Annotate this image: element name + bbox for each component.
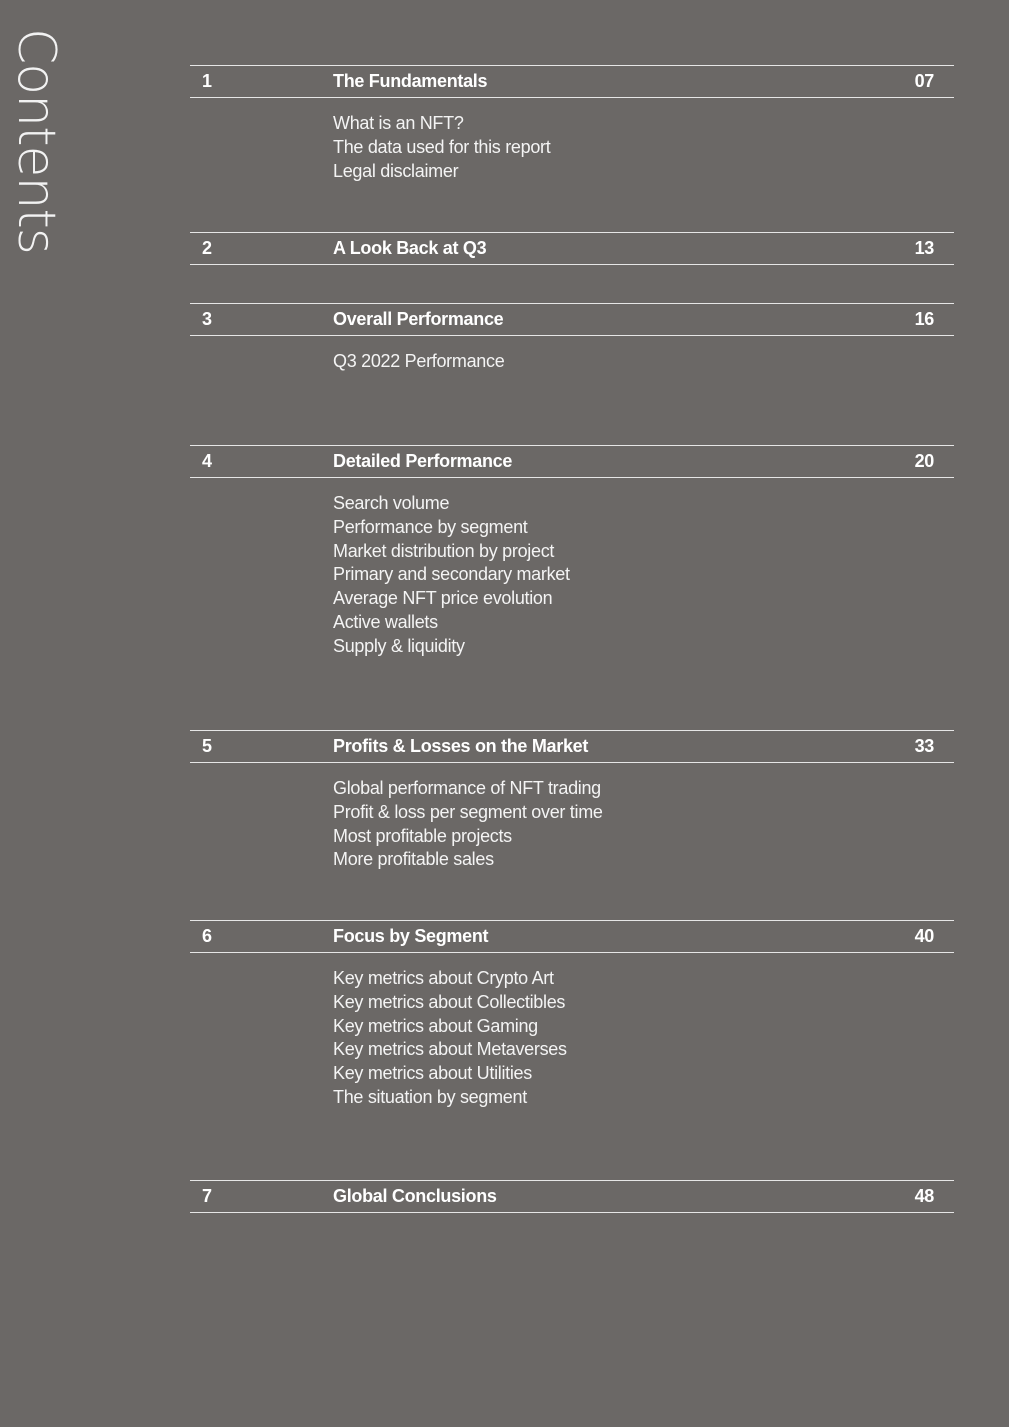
section-number: 4 bbox=[202, 451, 212, 471]
subsection-item[interactable]: Key metrics about Gaming bbox=[333, 1015, 538, 1036]
subsection-item[interactable]: Legal disclaimer bbox=[333, 160, 459, 181]
subsection-item[interactable]: Market distribution by project bbox=[333, 540, 555, 561]
subsection-list bbox=[333, 112, 954, 183]
subsection-list bbox=[333, 967, 954, 1110]
section-page-number: 13 bbox=[914, 238, 934, 258]
subsection-item[interactable]: The data used for this report bbox=[333, 136, 551, 157]
subsection-list bbox=[333, 777, 954, 872]
section-page-number: 48 bbox=[914, 1186, 934, 1206]
subsection-item[interactable]: Primary and secondary market bbox=[333, 564, 570, 585]
toc-section-6 bbox=[190, 920, 954, 1110]
toc-header[interactable] bbox=[190, 65, 954, 98]
section-number: 7 bbox=[202, 1186, 212, 1206]
section-title[interactable]: Profits & Losses on the Market bbox=[333, 736, 589, 756]
toc-header[interactable] bbox=[190, 303, 954, 336]
subsection-item[interactable]: What is an NFT? bbox=[333, 113, 464, 133]
subsection-item[interactable]: Average NFT price evolution bbox=[333, 588, 553, 609]
section-page-number: 20 bbox=[914, 451, 934, 471]
subsection-item[interactable]: The situation by segment bbox=[333, 1086, 527, 1107]
subsection-list bbox=[333, 350, 954, 374]
subsection-item[interactable]: Most profitable projects bbox=[333, 825, 512, 846]
section-number: 2 bbox=[202, 238, 212, 258]
subsection-item[interactable]: Performance by segment bbox=[333, 516, 528, 537]
section-title[interactable]: The Fundamentals bbox=[333, 71, 488, 91]
subsection-item[interactable]: Key metrics about Metaverses bbox=[333, 1039, 567, 1060]
subsection-item[interactable]: Key metrics about Collectibles bbox=[333, 991, 566, 1012]
subsection-list bbox=[333, 492, 954, 659]
page-title-text: Contents bbox=[6, 28, 66, 254]
toc-header[interactable] bbox=[190, 920, 954, 953]
section-number: 3 bbox=[202, 309, 212, 329]
section-page-number: 16 bbox=[914, 309, 934, 329]
toc-header[interactable] bbox=[190, 232, 954, 265]
section-page-number: 33 bbox=[914, 736, 934, 756]
page-title bbox=[2, 28, 98, 254]
section-page-number: 40 bbox=[914, 926, 934, 946]
section-title[interactable]: Focus by Segment bbox=[333, 926, 489, 946]
toc-section-2 bbox=[190, 232, 954, 265]
subsection-item[interactable]: Key metrics about Utilities bbox=[333, 1063, 532, 1084]
section-number: 1 bbox=[202, 71, 212, 91]
section-number: 5 bbox=[202, 736, 212, 756]
toc-section-1 bbox=[190, 65, 954, 183]
toc-section-7 bbox=[190, 1180, 954, 1213]
section-title[interactable]: Global Conclusions bbox=[333, 1186, 497, 1206]
subsection-item[interactable]: Profit & loss per segment over time bbox=[333, 801, 603, 822]
toc-header[interactable] bbox=[190, 445, 954, 478]
toc-section-4 bbox=[190, 445, 954, 659]
toc-header[interactable] bbox=[190, 730, 954, 763]
subsection-item[interactable]: Active wallets bbox=[333, 611, 438, 632]
toc-section-3 bbox=[190, 303, 954, 374]
section-title[interactable]: Overall Performance bbox=[333, 309, 504, 329]
section-number: 6 bbox=[202, 926, 212, 946]
subsection-item[interactable]: More profitable sales bbox=[333, 849, 494, 870]
subsection-item[interactable]: Key metrics about Crypto Art bbox=[333, 968, 554, 988]
subsection-item[interactable]: Global performance of NFT trading bbox=[333, 778, 601, 798]
subsection-item[interactable]: Search volume bbox=[333, 493, 450, 513]
section-title[interactable]: Detailed Performance bbox=[333, 451, 513, 471]
subsection-item[interactable]: Supply & liquidity bbox=[333, 635, 465, 656]
section-title[interactable]: A Look Back at Q3 bbox=[333, 238, 487, 258]
toc-section-5 bbox=[190, 730, 954, 872]
toc-header[interactable] bbox=[190, 1180, 954, 1213]
subsection-item[interactable]: Q3 2022 Performance bbox=[333, 351, 505, 371]
section-page-number: 07 bbox=[914, 71, 934, 91]
